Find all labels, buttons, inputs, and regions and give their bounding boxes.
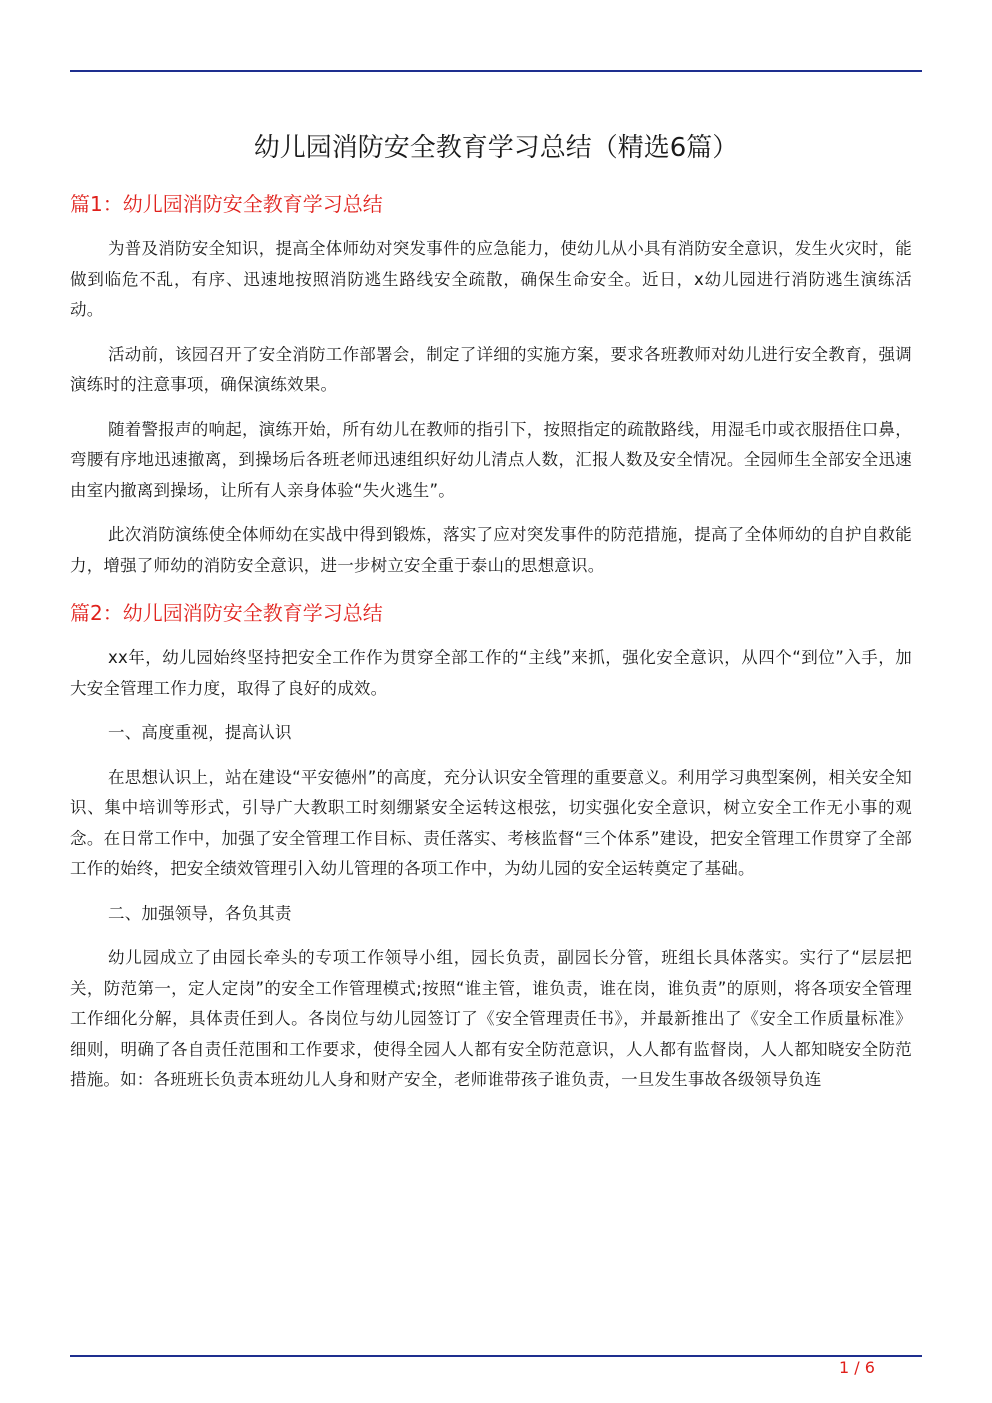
- document-body: [70, 186, 912, 1110]
- header-rule: [70, 70, 922, 72]
- paragraph: 此次消防演练使全体师幼在实战中得到锻炼，落实了应对突发事件的防范措施，提高了全体师幼的自护自救能力，增强了师幼的消防安全意识，进一步树立安全重于泰山的思想意识。: [70, 525, 912, 575]
- paragraph: 为普及消防安全知识，提高全体师幼对突发事件的应急能力，使幼儿从小具有消防安全意识，发生火灾时，能做到临危不乱，有序、迅速地按照消防逃生路线安全疏散，确保生命安全。近日，x幼儿园进行消防逃生演练活动。: [70, 239, 912, 319]
- page-number: 1 / 6: [839, 1358, 875, 1377]
- paragraph: 随着警报声的响起，演练开始，所有幼儿在教师的指引下，按照指定的疏散路线，用湿毛巾或衣服捂住口鼻，弯腰有序地迅速撤离，到操场后各班老师迅速组织好幼儿清点人数，汇报人数及安全情况。全园师生全部安全迅速由室内撤离到操场，让所有人亲身体验“失火逃生”。: [70, 419, 912, 500]
- section-heading-1: 篇1：幼儿园消防安全教育学习总结: [70, 192, 383, 216]
- paragraph: xx年，幼儿园始终坚持把安全工作作为贯穿全部工作的“主线”来抓，强化安全意识，从四个“到位”入手，加大安全管理工作力度，取得了良好的成效。: [70, 648, 912, 698]
- paragraph: 幼儿园成立了由园长牵头的专项工作领导小组，园长负责，副园长分管，班组长具体落实。实行了“层层把关，防范第一，定人定岗”的安全工作管理模式;按照“谁主管，谁负责，谁在岗，谁负责”的原则，将各项安全管理工作细化分解，具体责任到人。各岗位与幼儿园签订了《安全管理责任书》，并最新推出了《安全工作质量标准》细则，明确了各自责任范围和工作要求，使得全园人人都有安全防范意识，人人都有监督岗，人人都知晓安全防范措施。如：各班班长负责本班幼儿人身和财产安全，老师谁带孩子谁负责，一旦发生事故各级领导负连: [70, 948, 912, 1089]
- subheading: 一、高度重视，提高认识: [108, 723, 292, 742]
- paragraph: 活动前，该园召开了安全消防工作部署会，制定了详细的实施方案，要求各班教师对幼儿进行安全教育，强调演练时的注意事项，确保演练效果。: [70, 344, 912, 394]
- paragraph: 在思想认识上，站在建设“平安德州”的高度，充分认识安全管理的重要意义。利用学习典型案例，相关安全知识、集中培训等形式，引导广大教职工时刻绷紧安全运转这根弦，切实强化安全意识，树立安全工作无小事的观念。在日常工作中，加强了安全管理工作目标、责任落实、考核监督“三个体系”建设，把安全管理工作贯穿了全部工作的始终，把安全绩效管理引入幼儿管理的各项工作中，为幼儿园的安全运转奠定了基础。: [70, 767, 912, 878]
- section-heading-2: 篇2：幼儿园消防安全教育学习总结: [70, 601, 383, 625]
- document-title: 幼儿园消防安全教育学习总结（精选6篇）: [253, 133, 739, 163]
- subheading: 二、加强领导，各负其责: [108, 903, 292, 923]
- footer-rule: [70, 1355, 922, 1357]
